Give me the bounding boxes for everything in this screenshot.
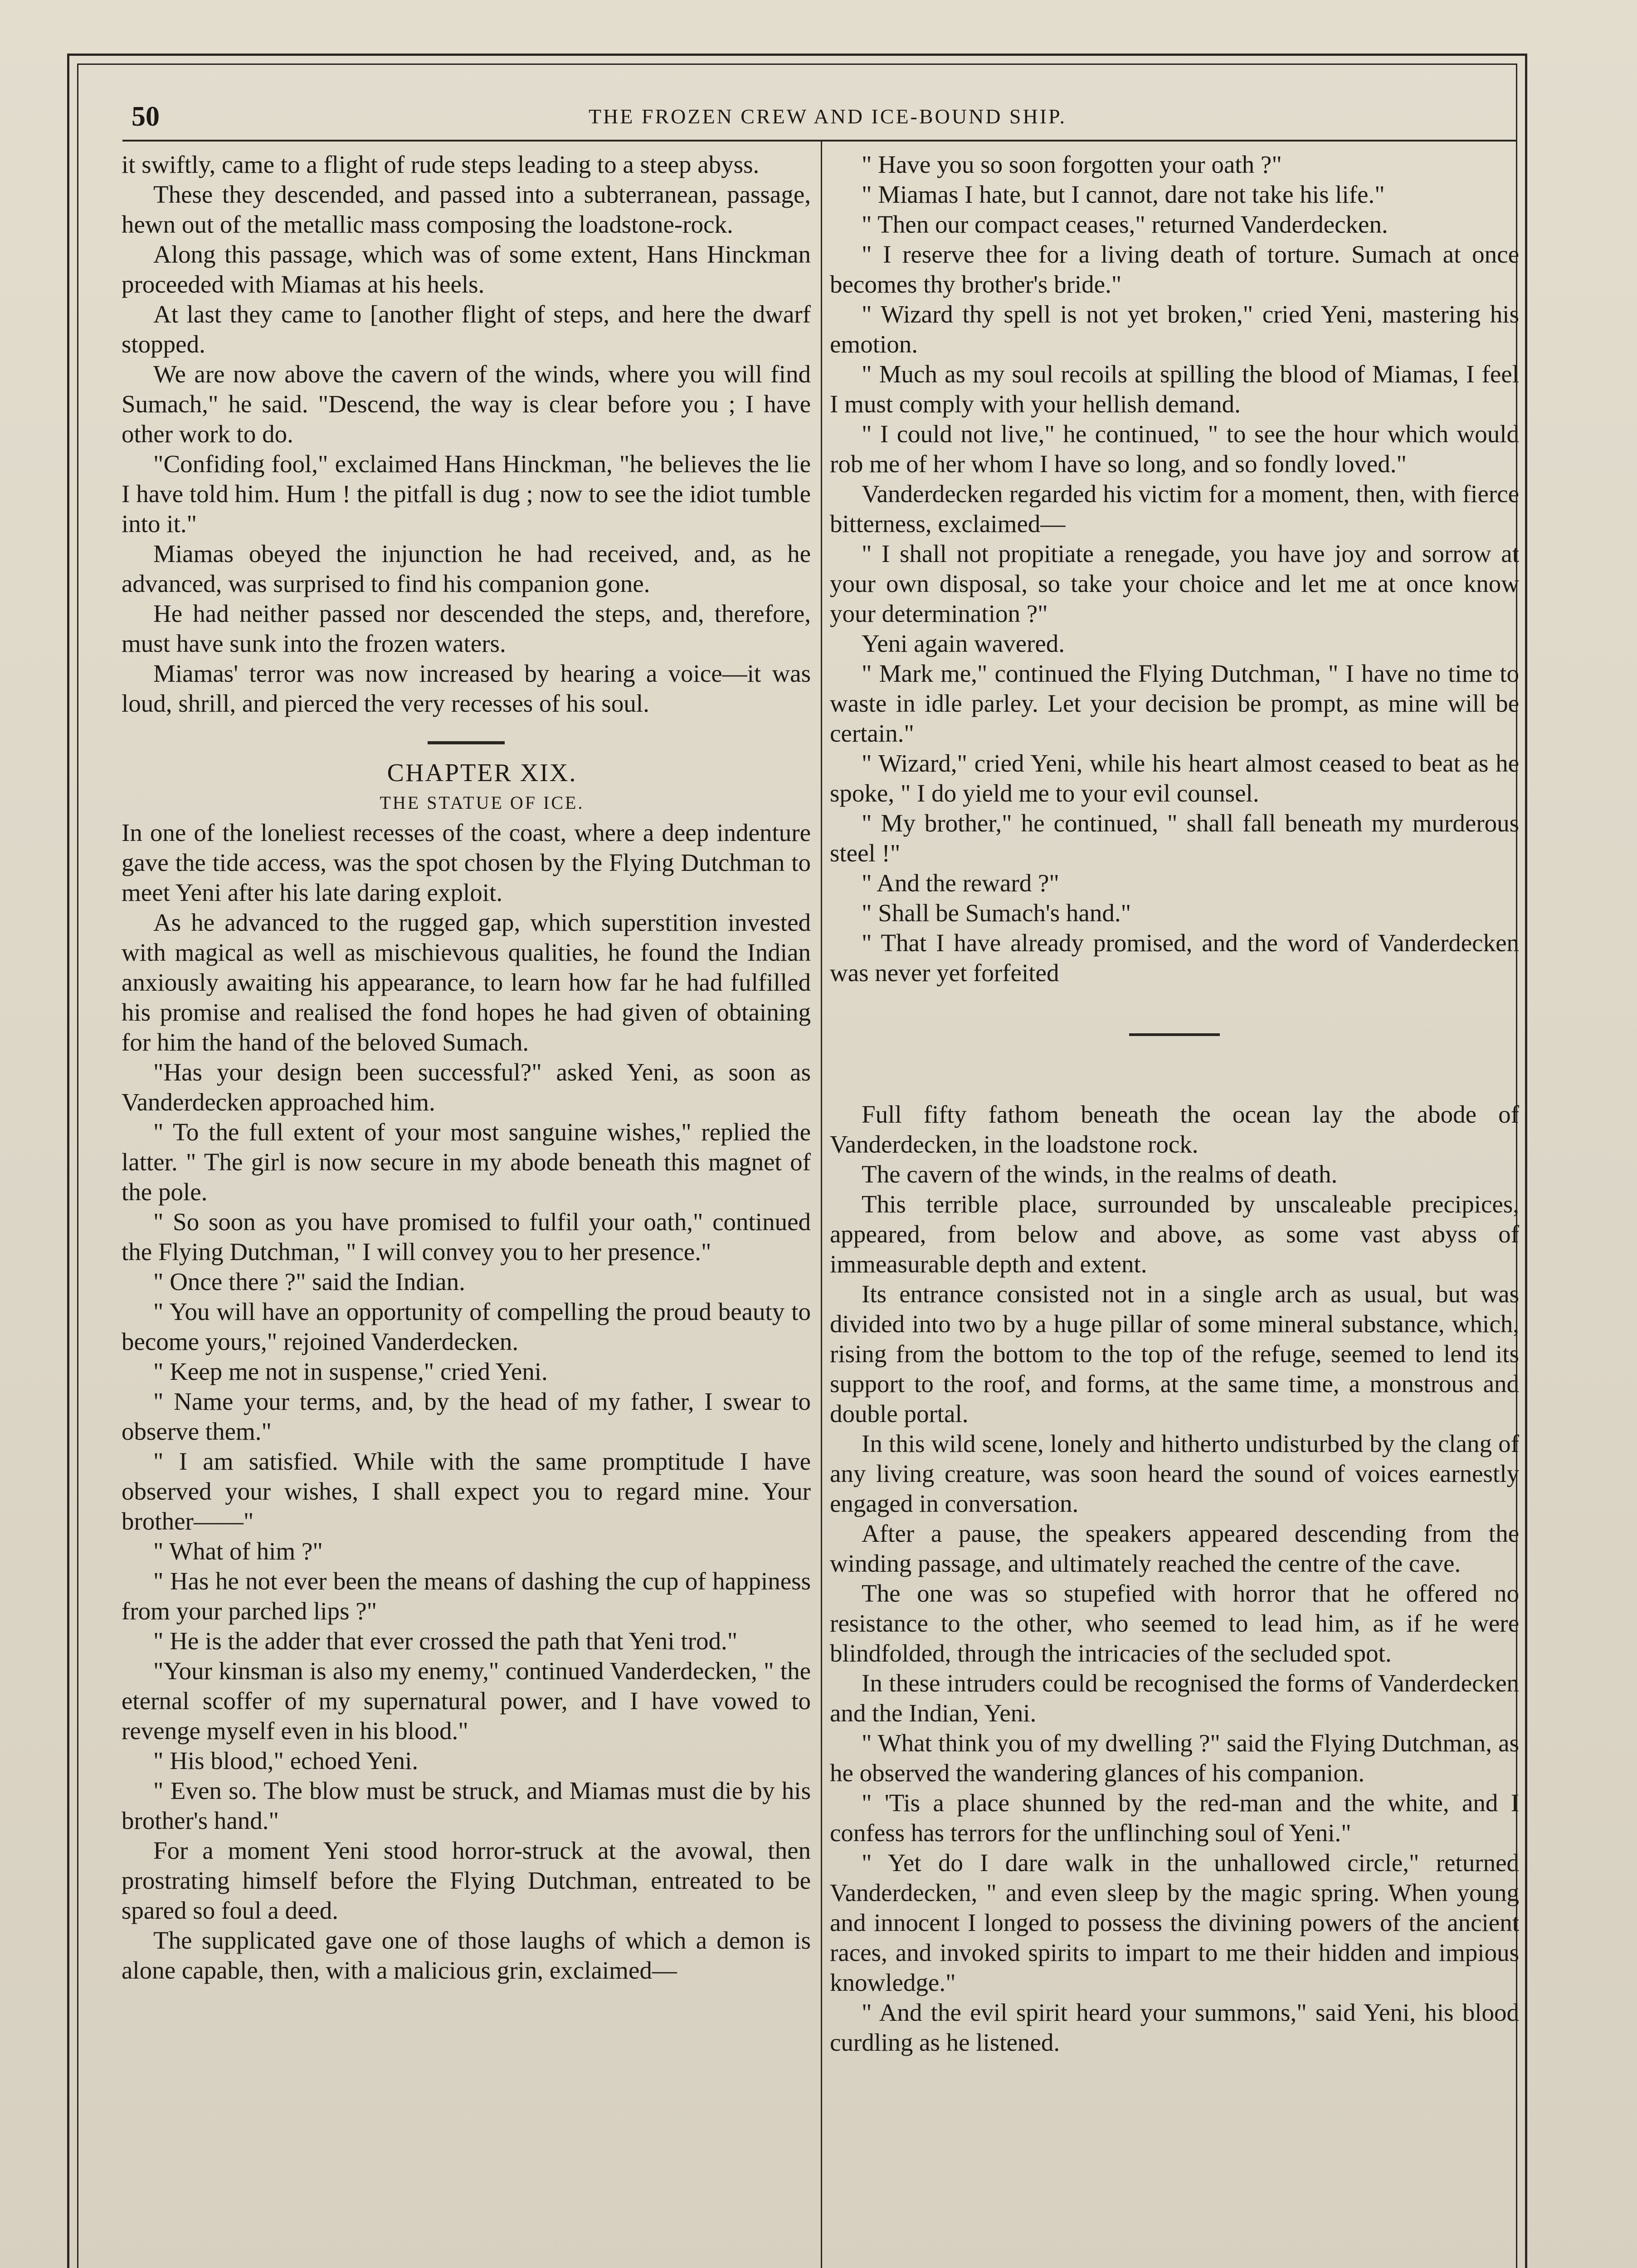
- paragraph: "Your kinsman is also my enemy," continued Vanderdecken, " the eternal scoffer of my supernatural power, and I have vowed to revenge myself even in his blood.": [122, 1657, 811, 1745]
- paragraph: " He is the adder that ever crossed the path that Yeni trod.": [153, 1627, 738, 1655]
- chapter-title: CHAPTER XIX.: [387, 759, 577, 787]
- paragraph: For a moment Yeni stood horror-struck at the avowal, then prostrating himself before the Flying Dutchman, entreated to be spared so foul a deed.: [122, 1837, 811, 1924]
- paragraph: " What of him ?": [153, 1537, 323, 1565]
- paragraph: Its entrance consisted not in a single arch as usual, but was divided into two by a huge pillar of some mineral substance, which, rising from the bottom to the top of the refuge, seemed to lend its support to the roof, and forms, at the same time, a monstrous and double portal.: [830, 1280, 1519, 1427]
- paragraph: In one of the loneliest recesses of the coast, where a deep indenture gave the tide access, was the spot chosen by the Flying Dutchman to meet Yeni after his late daring exploit.: [122, 819, 811, 906]
- paragraph: " Much as my soul recoils at spilling the blood of Miamas, I feel I must comply with your hellish demand.: [830, 360, 1519, 418]
- chapter-subtitle: THE STATUE OF ICE.: [380, 792, 585, 813]
- paragraph: " Have you so soon forgotten your oath ?": [862, 151, 1282, 178]
- paragraph: " Has he not ever been the means of dashing the cup of happiness from your parched lips ?": [122, 1567, 811, 1625]
- paragraph: As he advanced to the rugged gap, which superstition invested with magical as well as mischievous qualities, he found the Indian anxiously awaiting his appearance, to learn how far he had fulfilled his promise and realised the fond hopes he had given of obtaining for him the hand of the beloved Sumach.: [122, 909, 811, 1056]
- column-divider: [821, 142, 822, 2268]
- paragraph: Miamas obeyed the injunction he had received, and, as he advanced, was surprised to find his companion gone.: [122, 540, 811, 597]
- paragraph: " Then our compact ceases," returned Vanderdecken.: [862, 210, 1388, 238]
- paragraph: Yeni again wavered.: [862, 630, 1065, 657]
- paragraph: " I could not live," he continued, " to see the hour which would rob me of her whom I have so long, and so fondly loved.": [830, 420, 1519, 478]
- paragraph: " And the reward ?": [862, 869, 1059, 897]
- paragraph: " Yet do I dare walk in the unhallowed circle," returned Vanderdecken, " and even sleep by the magic spring. When young and innocent I longed to possess the divining powers of the ancient races, and invoked spirits to impart to me their hidden and impious knowledge.": [830, 1849, 1519, 1996]
- page-number: 50: [132, 101, 160, 132]
- paragraph: We are now above the cavern of the winds, where you will find Sumach," he said. "Descend, the way is clear before you ; I have other work to do.: [122, 360, 811, 448]
- section-break-rule: [1129, 1033, 1220, 1036]
- header-rule: [122, 140, 1517, 142]
- paragraph: This terrible place, surrounded by unscaleable precipices, appeared, from below and above, as some vast abyss of immeasurable depth and extent.: [830, 1190, 1519, 1278]
- paragraph: " I shall not propitiate a renegade, you have joy and sorrow at your own disposal, so take your choice and let me at once know your determination ?": [830, 540, 1519, 627]
- paragraph: "Confiding fool," exclaimed Hans Hinckman, "he believes the lie I have told him. Hum ! the pitfall is dug ; now to see the idiot tumble into it.": [122, 450, 811, 538]
- page-header: [132, 95, 1524, 136]
- paragraph: " You will have an opportunity of compelling the proud beauty to become yours," rejoined Vanderdecken.: [122, 1298, 811, 1355]
- paragraph: " Wizard," cried Yeni, while his heart almost ceased to beat as he spoke, " I do yield me to your evil counsel.: [830, 749, 1519, 807]
- paragraph: He had neither passed nor descended the steps, and, therefore, must have sunk into the frozen waters.: [122, 600, 811, 657]
- paragraph: " To the full extent of your most sanguine wishes," replied the latter. " The girl is now secure in my abode beneath this magnet of the pole.: [122, 1118, 811, 1206]
- left-paragraphs-before-chapter: [122, 150, 811, 719]
- paragraph: " My brother," he continued, " shall fall beneath my murderous steel !": [830, 809, 1519, 867]
- paragraph: In these intruders could be recognised the forms of Vanderdecken and the Indian, Yeni.: [830, 1669, 1519, 1727]
- paragraph: " Name your terms, and, by the head of my father, I swear to observe them.": [122, 1388, 811, 1445]
- paragraph: " Even so. The blow must be struck, and Miamas must die by his brother's hand.": [122, 1777, 811, 1834]
- left-column: [122, 150, 811, 1985]
- paragraph: Along this passage, which was of some extent, Hans Hinckman proceeded with Miamas at his heels.: [122, 240, 811, 298]
- paragraph: " What think you of my dwelling ?" said the Flying Dutchman, as he observed the wandering glances of his companion.: [830, 1729, 1519, 1787]
- paragraph: " Wizard thy spell is not yet broken," cried Yeni, mastering his emotion.: [830, 300, 1519, 358]
- paragraph: " His blood," echoed Yeni.: [153, 1747, 419, 1774]
- paragraph: " I reserve thee for a living death of torture. Sumach at once becomes thy brother's bride.": [830, 240, 1519, 298]
- right-paragraphs-before-break: [830, 150, 1519, 988]
- paragraph: Vanderdecken regarded his victim for a moment, then, with fierce bitterness, exclaimed—: [830, 480, 1519, 538]
- left-paragraphs-after-chapter: [122, 818, 811, 1985]
- paragraph: it swiftly, came to a flight of rude steps leading to a steep abyss.: [122, 151, 760, 178]
- paragraph: " So soon as you have promised to fulfil your oath," continued the Flying Dutchman, " I will convey you to her presence.": [122, 1208, 811, 1266]
- right-paragraphs-after-break: [830, 1100, 1519, 2058]
- paragraph: " Miamas I hate, but I cannot, dare not take his life.": [862, 181, 1385, 208]
- paragraph: The cavern of the winds, in the realms of death.: [862, 1160, 1338, 1188]
- paragraph: Miamas' terror was now increased by hearing a voice—it was loud, shrill, and pierced the very recesses of his soul.: [122, 660, 811, 717]
- paragraph: " Shall be Sumach's hand.": [862, 899, 1131, 927]
- paragraph: These they descended, and passed into a subterranean, passage, hewn out of the metallic mass composing the loadstone-rock.: [122, 181, 811, 238]
- paragraph: At last they came to [another flight of steps, and here the dwarf stopped.: [122, 300, 811, 358]
- paragraph: The supplicated gave one of those laughs of which a demon is alone capable, then, with a malicious grin, exclaimed—: [122, 1926, 811, 1984]
- paragraph: " That I have already promised, and the word of Vanderdecken was never yet forfeited: [830, 929, 1519, 987]
- ornament-rule: [428, 741, 505, 744]
- running-title: THE FROZEN CREW AND ICE-BOUND SHIP.: [588, 105, 1067, 128]
- paragraph: " 'Tis a place shunned by the red-man and the white, and I confess has terrors for the unflinching soul of Yeni.": [830, 1789, 1519, 1847]
- paragraph: " Mark me," continued the Flying Dutchman, " I have no time to waste in idle parley. Let your decision be prompt, as mine will be certain.": [830, 660, 1519, 747]
- right-column: [830, 150, 1519, 2058]
- paragraph: After a pause, the speakers appeared descending from the winding passage, and ultimately reached the centre of the cave.: [830, 1520, 1519, 1577]
- paragraph: " And the evil spirit heard your summons," said Yeni, his blood curdling as he listened.: [830, 1999, 1519, 2056]
- paragraph: "Has your design been successful?" asked Yeni, as soon as Vanderdecken approached him.: [122, 1058, 811, 1116]
- paragraph: Full fifty fathom beneath the ocean lay the abode of Vanderdecken, in the loadstone rock.: [830, 1100, 1519, 1158]
- paragraph: " I am satisfied. While with the same promptitude I have observed your wishes, I shall expect you to regard mine. Your brother——": [122, 1447, 811, 1535]
- paragraph: " Keep me not in suspense," cried Yeni.: [153, 1358, 548, 1385]
- paragraph: In this wild scene, lonely and hitherto undisturbed by the clang of any living creature, was soon heard the sound of voices earnestly engaged in conversation.: [830, 1430, 1519, 1517]
- paragraph: The one was so stupefied with horror that he offered no resistance to the other, who seemed to lead him, as if he were blindfolded, through the intricacies of the secluded spot.: [830, 1579, 1519, 1667]
- paragraph: " Once there ?" said the Indian.: [153, 1268, 465, 1295]
